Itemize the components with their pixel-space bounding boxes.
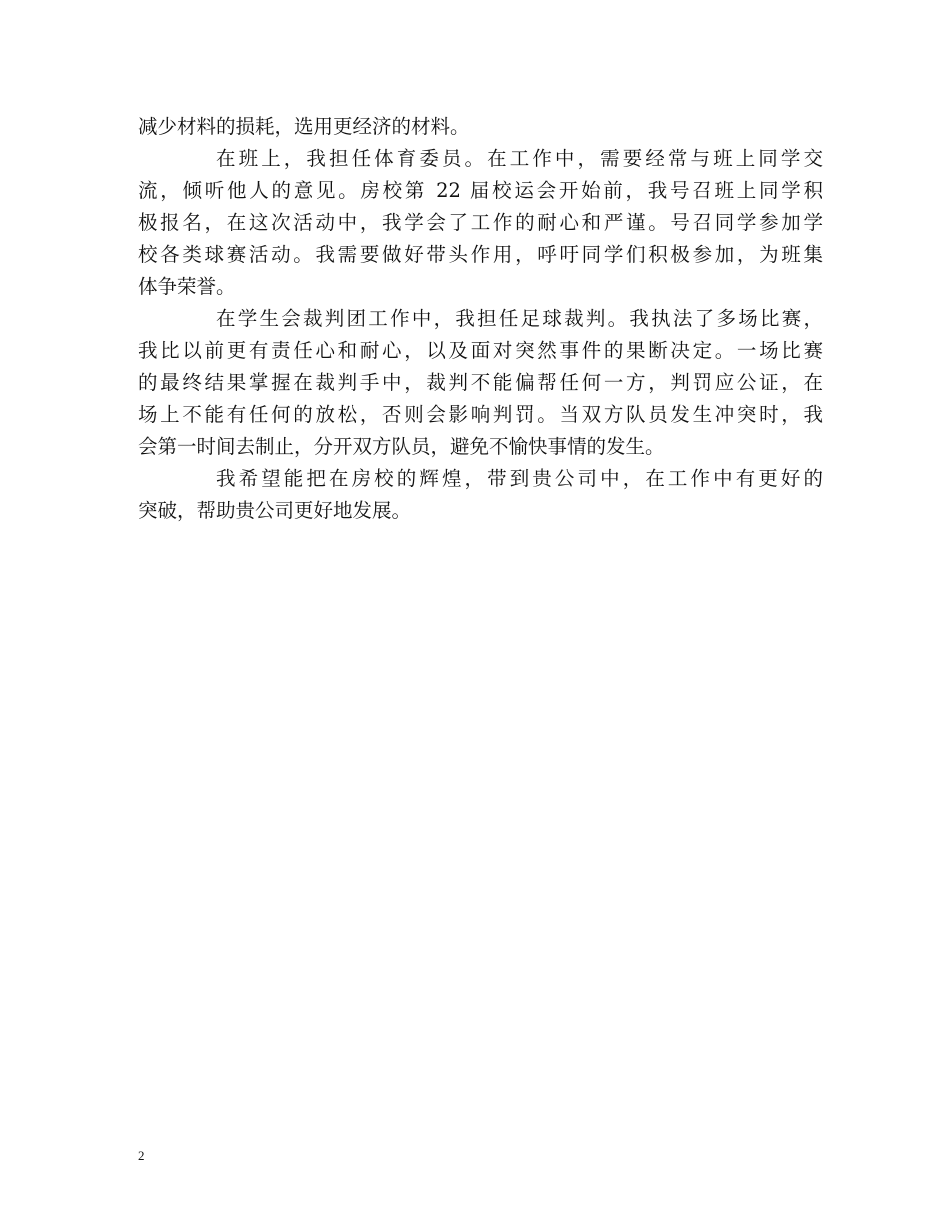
paragraph-2-line-5: 会第一时间去制止，分开双方队员，避免不愉快事情的发生。: [138, 435, 665, 458]
paragraph-1-line-1: 在班上，我担任体育委员。在工作中，需要经常与班上同学交: [216, 147, 823, 170]
paragraph-1-line-5: 体争荣誉。: [138, 275, 236, 298]
paragraph-2-line-4: 场上不能有任何的放松，否则会影响判罚。当双方队员发生冲突时，我: [138, 403, 823, 426]
paragraph-3-line-2: 突破，帮助贵公司更好地发展。: [138, 499, 412, 522]
page-number: 2: [138, 1148, 145, 1163]
document-body: [138, 111, 823, 527]
paragraph-1-line-4: 校各类球赛活动。我需要做好带头作用，呼吁同学们积极参加，为班集: [138, 243, 823, 266]
paragraph-2-line-3: 的最终结果掌握在裁判手中，裁判不能偏帮任何一方，判罚应公证，在: [138, 371, 823, 394]
paragraph-3-line-1: 我希望能把在房校的辉煌，带到贵公司中，在工作中有更好的: [216, 467, 823, 490]
paragraph-1-line-2: 流，倾听他人的意见。房校第 22 届校运会开始前，我号召班上同学积: [138, 179, 823, 202]
paragraph-2-line-1: 在学生会裁判团工作中，我担任足球裁判。我执法了多场比赛，: [216, 307, 823, 330]
paragraph-1-line-3: 极报名，在这次活动中，我学会了工作的耐心和严谨。号召同学参加学: [138, 211, 823, 234]
paragraph-2-line-2: 我比以前更有责任心和耐心，以及面对突然事件的果断决定。一场比赛: [138, 339, 823, 362]
paragraph-0-line-1: 减少材料的损耗，选用更经济的材料。: [138, 115, 470, 138]
